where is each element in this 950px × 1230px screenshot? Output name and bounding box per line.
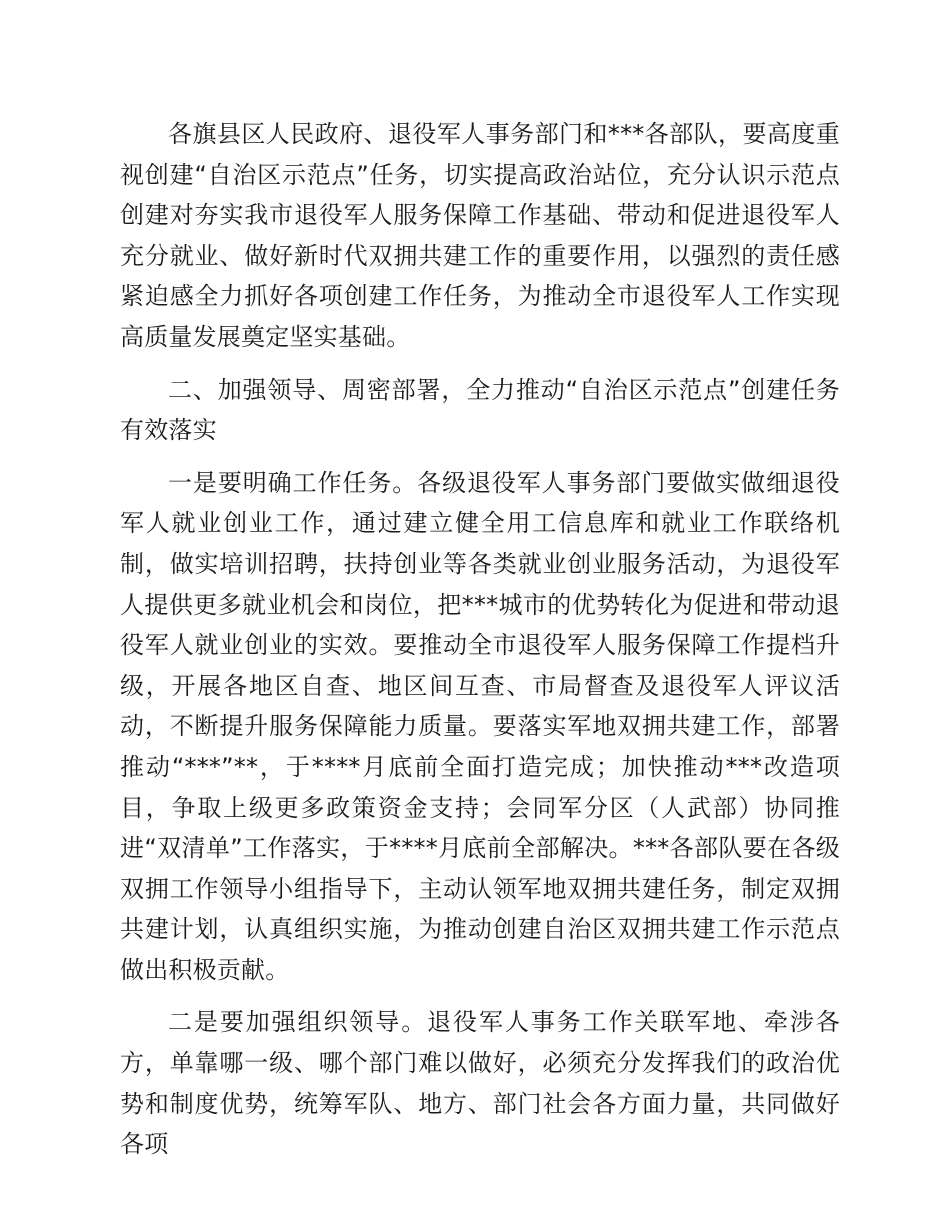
paragraph-responsibility: 各旗县区人民政府、退役军人事务部门和***各部队，要高度重视创建“自治区示范点”任务，切实提高政治站位，充分认识示范点创建对夯实我市退役军人服务保障工作基础、带动和促进退役军人充分就业、做好新时代双拥共建工作的重要作用，以强烈的责任感紧迫感全力抓好各项创建工作任务，为推动全市退役军人工作实现高质量发展奠定坚实基础。 [120,120,840,351]
section-heading-two: 二、加强领导、周密部署，全力推动“自治区示范点”创建任务有效落实 [120,375,840,445]
document-body [120,114,840,1177]
paragraph-clarify-tasks: 一是要明确工作任务。各级退役军人事务部门要做实做细退役军人就业创业工作，通过建立健全用工信息库和就业工作联络机制，做实培训招聘，扶持创业等各类就业创业服务活动，为退役军人提供更多就业机会和岗位，把***城市的优势转化为促进和带动退役军人就业创业的实效。要推动全市退役军人服务保障工作提档升级，开展各地区自查、地区间互查、市局督查及退役军人评议活动，不断提升服务保障能力质量。要落实军地双拥共建工作，部署推动“***”**，于****月底前全面打造完成；加快推动***改造项目，争取上级更多政策资金支持；会同军分区（人武部）协同推进“双清单”工作落实，于****月底前全部解决。***各部队要在各级双拥工作领导小组指导下，主动认领军地双拥共建任务，制定双拥共建计划，认真组织实施，为推动创建自治区双拥共建工作示范点做出积极贡献。 [120,468,840,984]
paragraph-strengthen-leadership: 二是要加强组织领导。退役军人事务工作关联军地、牵涉各方，单靠哪一级、哪个部门难以做好，必须充分发挥我们的政治优势和制度优势，统筹军队、地方、部门社会各方面力量，共同做好各项 [120,1008,840,1159]
